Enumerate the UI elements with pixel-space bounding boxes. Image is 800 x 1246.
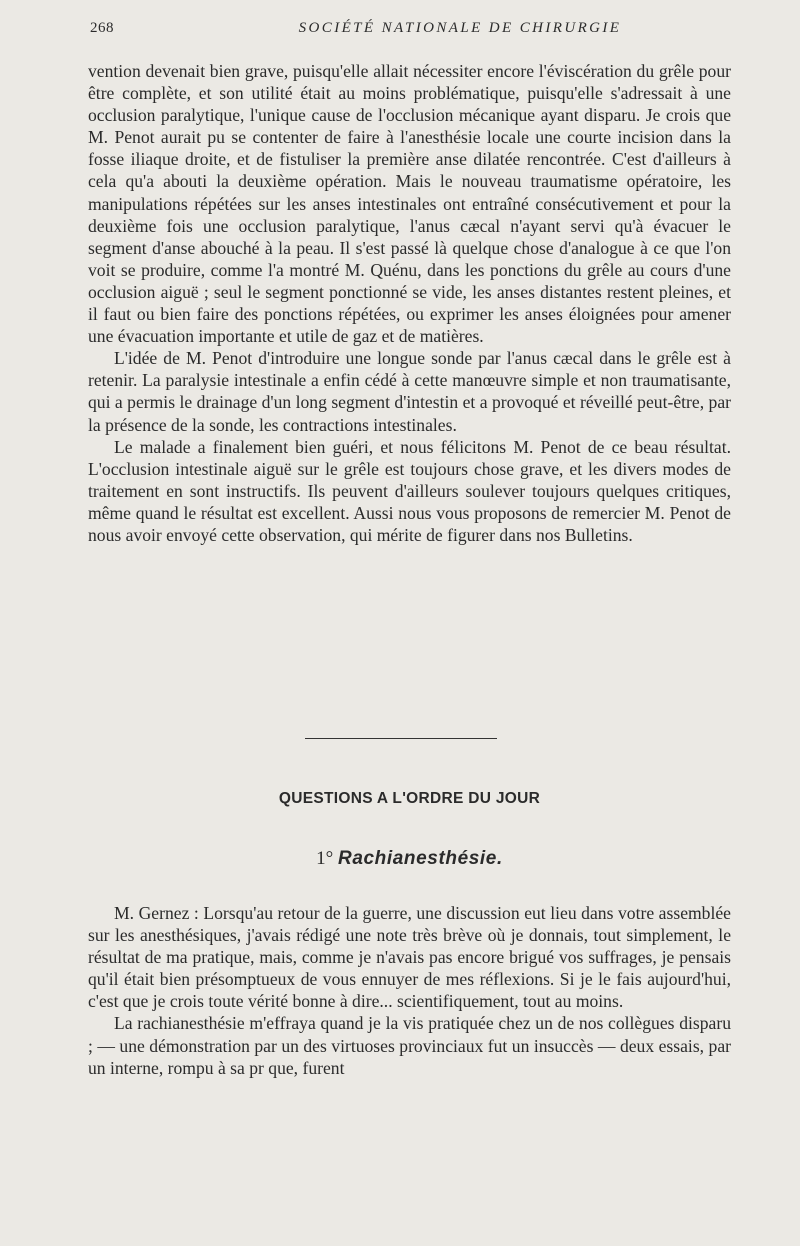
sub-heading-title: Rachianesthésie. [338,848,503,869]
sub-heading-number: 1° [316,848,334,869]
paragraph-gernez: M. Gernez : Lorsqu'au retour de la guerre, une discussion eut lieu dans votre assemblée sur les anesthésiques, j'avais rédigé une note très brève où je donnais, tout simplement, le résultat de ma pratique, mais, comme je n'avais pas encore brigué vos suffrages, je pensais qu'il était bien présomptueux de vous ennuyer de mes réflexions. Si je le fais aujourd'hui, c'est que je crois toute vérité bonne à dire... scientifiquement, tout au moins. [88,903,731,1012]
paragraph-rachianesthesie: La rachianesthésie m'effraya quand je la vis pratiquée chez un de nos collègues disparu ; — une démonstration par un des virtuoses provinciaux fut un insuccès — deux essais, par un interne, rompu à sa pr que, furent [88,1013,731,1078]
paragraph-conclusion: Le malade a finalement bien guéri, et nous félicitons M. Penot de ce beau résultat. L'occlusion intestinale aiguë sur le grêle est toujours chose grave, et les divers modes de traitement en sont instructifs. Ils peuvent d'ailleurs soulever toujours quelques critiques, même quand le résultat est excellent. Aussi nous vous proposons de remercier M. Penot de nous avoir envoyé cette observation, qui mérite de figurer dans nos Bulletins. [88,436,731,545]
running-title: SOCIÉTÉ NATIONALE DE CHIRURGIE [298,20,622,36]
section-heading: QUESTIONS A L'ORDRE DU JOUR [278,790,541,807]
paragraph-sonde: L'idée de M. Penot d'introduire une longue sonde par l'anus cæcal dans le grêle est à retenir. La paralysie intestinale a enfin cédé à cette manœuvre simple et non traumatisante, qui a permis le drainage d'un long segment d'intestin et a provoqué et réveillé peut-être, par la présence de la sonde, les contractions intestinales. [88,348,731,435]
discussion-body [88,902,731,1079]
page-number: 268 [90,20,114,36]
sub-heading [88,848,731,870]
page-header [90,20,730,44]
section-divider [305,738,497,739]
paragraph-continuation: vention devenait bien grave, puisqu'elle allait nécessiter encore l'éviscération du grêle pour être complète, et son utilité était au moins problématique, puisqu'elle s'adressait à une occlusion paralytique, l'unique cause de l'occlusion mécanique ayant disparu. Je crois que M. Penot aurait pu se contenter de faire à l'anesthésie locale une courte incision dans la fosse iliaque droite, et de fistuliser la première anse dilatée rencontrée. C'est d'ailleurs à cela qu'a abouti la deuxième opération. Mais le nouveau traumatisme opératoire, les manipulations répétées sur les anses intestinales ont entraîné consécutivement et pour la deuxième fois une occlusion paralytique, l'anus cæcal n'ayant servi qu'à évacuer le segment d'anse abouché à la peau. Il s'est passé là quelque chose d'analogue à ce que l'on voit se produire, comme l'a montré M. Quénu, dans les ponctions du grêle au cours d'une occlusion aiguë ; seul le segment ponctionné se vide, les anses distantes restent pleines, et il faut ou bien faire des ponctions répétées, ou exprimer les anses éloignées pour amener une évacuation importante et utile de gaz et de matières. [88,61,731,347]
report-body [88,60,731,546]
